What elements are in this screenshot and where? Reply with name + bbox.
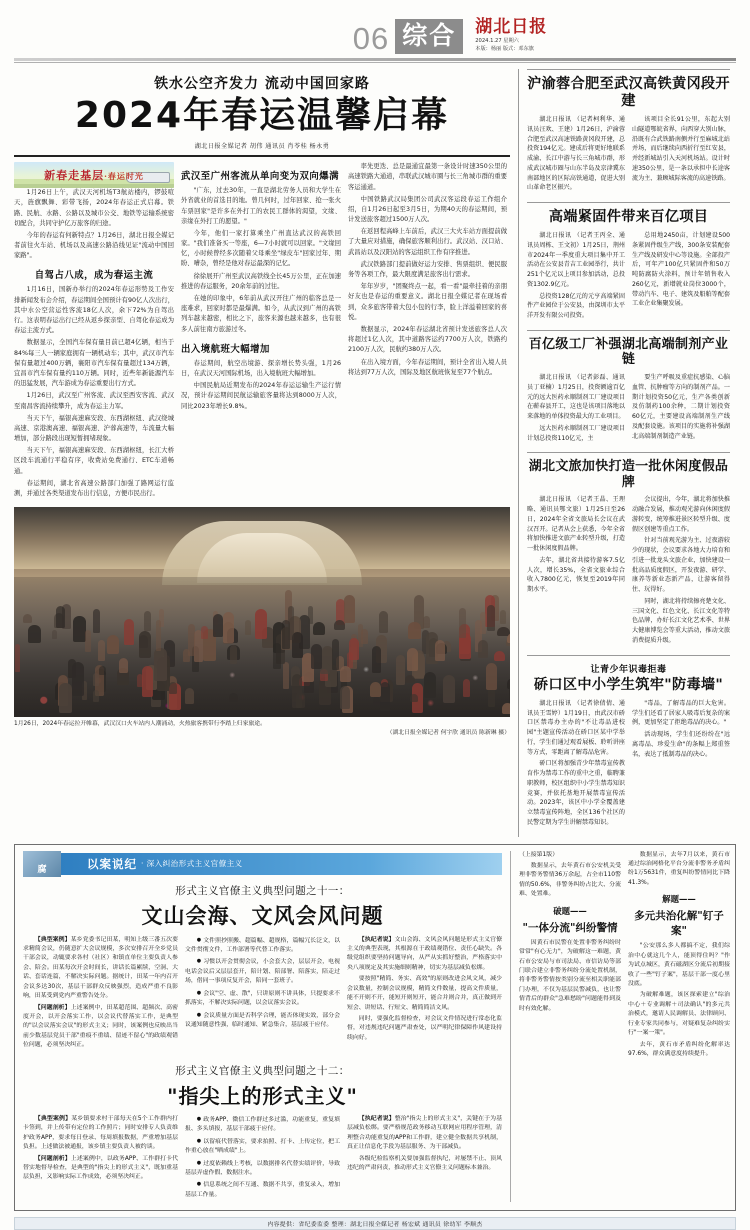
feature-item1-columns [23,936,502,1053]
paragraph: 湖北日报讯 （记者王晶、王理略、通讯员鄂文旅）1月25日至26日，2024年全省文旅局长会议在武汉召开。记者从会上获悉，今年全省将加快推进文旅产业转型升级，打造一批休闲度假品牌。 [527,496,625,553]
rail-article-4 [527,459,730,647]
paragraph: 在出入境方面，今年春运期间，预计全省出入境人员将达到77万人次，国际及地区航班恢复至77个航点。 [348,358,507,376]
bullet-item: ● 信息系统之间不互通、数据不共享，重复录入，增加基层工作量。 [185,1180,340,1200]
feature-footer-credit: 内容提供：省纪委监委 整理：湖北日报全媒记者 杨宏斌 通讯员 徐幼军 李顺杰 [14,1217,736,1230]
rail-column-b [632,495,730,647]
lead-columns [14,162,510,501]
feature-banner-title: 以案说纪 [87,856,137,871]
rail-divider [527,202,730,203]
feature-side-article [510,851,730,1203]
paragraph: 各级纪检监察机关要加强监督执纪，对屡禁不止、顶风违纪的严肃问责，推动形式主义官僚主义问题标本兼治。 [347,1155,502,1171]
brand-date: 2024.1.27 星期六 [475,38,519,45]
rail-article-5 [527,662,730,830]
subhead: 出入境航班大幅增加 [181,343,270,355]
banner-main-text: 新春走基层 [44,169,105,183]
paragraph-text: 某乡党委书记田某，明知上级三番五次要求精简会议，仍随意扩大会议规模，多次安排召开全乡党员干部会议，动辄要求各村（社区）和镇直单位主要负责人参会、陪会。田某每次开会时间长，讲话长篇累牍，空洞、大话、套话连篇，不解决实际问题。据统计，田某一年内召开会议多达30次，基层干部群众反映强烈，造成严重不良影响，田某受到党内严重警告处分。 [23,936,179,1000]
paragraph: 年年岁岁，"团聚终点一起，看一看"最牵挂着的亲朋好友也是春运的重要意义。湖北日报全媒记者在现场看到，众多旅客带着大包小包的行李，脸上洋溢着回家的喜悦。 [348,283,507,321]
paragraph: 会议提出，今年，湖北将加快推动融合发展，推动观光游向休闲度假游转变，统筹推进景区转型升级、度假区创建等重点工作。 [632,496,730,533]
bullet-item: ● 以留痕代替落实，要求拍照、打卡、上传定位，把工作重心放在"晒成绩"上。 [185,1137,340,1157]
banner-sub-text: ·春运时光 [104,171,144,182]
section-subtitle-1: "一体分流"纠纷警情 [522,921,618,934]
photo-people-shapes [14,595,510,715]
subhead: 自驾占八成，成为春运主流 [34,270,154,282]
paragraph: 去年，湖北省共接待游客7.5亿人次，增长35%，全省文旅业综合收入7800亿元，恢复至2019年同期水平。 [527,556,625,594]
paragraph: 数据显示，去年7月以来，黄石市通过综治网格化平台分流非警务矛盾纠纷1万5631件，重复纠纷警情同比下降41.3%。 [628,851,730,886]
feature-banner-subtitle: · 深入纠治形式主义官僚主义 [141,859,243,868]
paragraph-text: 整治"指尖上的形式主义"，关键在于为基层减负松绑。要严格规范政务移动互联网应用程序管理，清理整合功能重复的APP和工作群，建立健全数据共享机制，真正让信息化手段为基层服务、为干部减负。 [347,1115,503,1151]
paragraph: 今年的春运有何新特点？1月26日，湖北日报全媒记者前往火车站、机场以及高速公路沿线见证"流动中国回家路"。 [14,231,174,260]
rail-article-2 [527,209,730,323]
brand-name: 湖北日报 [475,16,548,37]
feature-item1-shoulder: 形式主义官僚主义典型问题之十一： [175,884,350,897]
rail-column-b [632,699,730,830]
paragraph: 数据显示，去年黄石市公安机关受理非警务警情36万余起，占全市110警情的50.6%，非警务纠纷占比大、分流难、处置难。 [519,862,621,898]
rail-columns [527,231,730,323]
paragraph: 在返回程高峰上车前后，武汉三大火车站方面提前做了大量应对措施，确保旅客顺利出行。武汉站、汉口站、武昌站以及汉阳站的客运组织工作有序推进。 [348,228,507,256]
paragraph: 武汉铁路部门提前做好运力安排、售票组织、便民服务等各项工作，最大限度满足旅客出行需求。 [348,260,507,279]
page-body [14,69,736,837]
rail-columns [527,495,730,647]
paragraph: "广东，过去30年，一直是湖北劳务人员和大学生在外省就业的首选目的地。曾几何时，过年回家、抢一张火车票回家"是许多在外打工的农民工群体的渴望，文缘、亲缘在外打工的愿望。" [181,187,341,225]
lead-photo-block [14,507,510,739]
bullet-item: ● 会议质量方面是否科学合理，能否体现实效，部分会议通知随意性强，临时通知、紧急集合，基层疲于应付。 [185,1011,340,1031]
paragraph: 春运期间，湖北省高速公路部门加强了路网运行监测，并通过各类渠道发布出行信息，方便市民出行。 [14,479,174,498]
photo-credit: （湖北日报全媒记者 何宇欣 通讯员 陈新琳 摄） [386,730,510,737]
case-tag: 【问题剖析】 [34,1155,71,1162]
rail-headline: 百亿级工厂补强湖北高端制剂产业链 [528,336,729,368]
lead-headline: 2024年春运温馨启幕 [74,95,450,136]
bullet-item: ● 过度依赖线上考核，以数据排名代替实绩评价，导致基层弄虚作假、数据注水。 [185,1159,340,1179]
rail-shoulder: 让青少年识毒拒毒 [590,664,667,675]
paragraph: 春运期间，航空出境游、探亲增长势头强，1月26日，在武汉天河国际机场，出入境航班大幅增加。 [181,359,341,377]
badge-label: 腐 [37,864,47,875]
station-crowd-photo [14,507,510,717]
lead-column-2 [181,162,341,501]
feature-main [23,851,502,1203]
paragraph-text: 上述案例中，田某超范围、超频次、高密度开会，以开会落实工作，以会议代替落实工作，是典型的"以会议落实会议"的形式主义；同时，该案例也反映出当前少数基层党员干部"重痕不重绩、留迹不留心"的政绩观错位问题，必须坚决纠正。 [23,1004,179,1049]
paragraph: 数据显示，全国汽车保有量目前已超4亿辆，相当于84%每三人一辆家庭拥有一辆机动车；其中，武汉市汽车保有量超过400万辆，襄阳市汽车保有量超过134万辆，宜昌市汽车保有量约110万辆。同时，近些年新能源汽车的迅猛发展，汽车游成为春运重要出行方式。 [14,339,174,388]
feature-item2-headline: "指尖上的形式主义" [167,1083,358,1108]
bullet-item: ● 会议"空、虚、散"，只讲原则不讲具体，只提要求不抓落实，不解决实际问题，以会议落实会议。 [185,989,340,1009]
rail-column-a [527,231,625,323]
paragraph: 在她的印象中，6年前从武汉开往广州的临客总是一座难求，回家时都是最爆满。如今，从武汉到广州的高铁列车越来越密，相比之下，旅客来源也越来越多，也有很多人前往南方旅游过冬。 [181,295,341,333]
lead-story-block [14,69,510,837]
rail-column-a [527,495,625,647]
bullet-item: ● 文件照抄照搬、超篇幅、超规格，篇幅冗长泛文，以文件贯彻文件，工作部署等代替工作落实。 [185,936,340,956]
paragraph: 远大医药永顺制剂工厂建设项目计划总投资110亿元，主 [527,424,625,442]
paragraph: 徐徐展开广州至武汉高铁线全长45万公里，正在加速推进的春运服务，20余年前的过往。 [181,272,341,290]
paragraph: 要按照"精简、务实、高效"的原则改进会风文风，减少会议数量，控制会议规模，精简文件数量，提高文件质量，能不开则不开，能短开则短开，能合并则合并，真正做到开短会、讲短话、行短文、精简简洁文风。 [347,976,502,1011]
rail-article-3 [527,337,730,445]
rail-top-rule [527,69,730,70]
folio-number: 06 [352,21,390,56]
paragraph: 硚口区将加强青少年禁毒宣传教育作为禁毒工作的重中之重，临聘兼职教师，校区组织中小学生禁毒知识竞赛，并依托基地开展禁毒宣传活动。2023年，该区中小学全覆盖建立禁毒宣传阵地，全区136个社区的民警定期为学生讲解禁毒知识。 [527,760,625,826]
paragraph-text: 上述案例中，以政务APP、工作群打卡代替实地督导检查，是典型的"指尖上的形式主义"，既加重基层负担，又影响实际工作成效，必须坚决纠正。 [23,1155,179,1181]
paragraph: 当天下午，福银高速麻安段、东西湖枢纽，长江大桥区段车流通行平稳有序，收费站免费通行、ETC车道畅通。 [14,447,174,475]
paragraph: 湖北日报讯 （记者彭磊、通讯员丁亚楠）1月25日，投资额逾百亿元的远大医药永顺制剂工厂建设项目在蕲春县开工，这也是该项目落地以来落地的单体投资最大的工业项目。 [527,374,625,421]
continuation-note: （上接第1版） [519,851,559,858]
feature-banner-bar [61,853,502,875]
rail-column-b [632,231,730,323]
paragraph: 湖北日报讯 （记者徐倩倩、通讯员王雪婷）1月19日，由武汉市硚口区禁毒办主办的"不让毒品进校园"主题宣传活动在硚口区某中学举行，学生们通过观看展板、聆听讲座等方式，零距离了解毒品危害。 [527,699,625,756]
feature-column-1 [23,1115,178,1203]
rail-divider [527,655,730,656]
right-rail [518,69,730,837]
rail-headline: 沪渝蓉合肥至武汉高铁黄冈段开建 [527,76,730,110]
section-subtitle-2: 多元共治化解"钉子案" [634,910,724,938]
section-mark-1: 破题—— [553,905,587,916]
masthead [14,8,736,54]
feature-column-2 [185,1115,340,1203]
feature-side-column-a [519,851,621,1062]
paragraph: 今年，他们一家打算乘坐广州直达武汉的高铁回家。"我们准备买一等座，6—7小时就可以回家。"文缘回忆，小时候曾经多次随着父母乘坐"绿皮车"回家过年、期盼、嘈杂，曾经是他对春运最深的记忆。 [181,229,341,268]
photo-caption [14,720,510,739]
case-tag: 【执纪者说】 [358,1115,395,1122]
masthead-rule [14,58,736,61]
bullet-item: ● 习惯以开会贯彻会议，小会套大会，层层开会，电视电话会议后又层层套开，陪计划、陪部署、陪落实，陪走过场，借同一事项反复开会，陪同一套班子。 [185,957,340,986]
feature-column-1 [23,936,178,1053]
paragraph: 1月26日上午，武汉天河机场T3航站楼内，锣鼓喧天，旌旗飘舞、彩带飞扬，2024年春运正式启幕。铁路、民航、水路、公路以及城市公交、地铁等运输系统密切配合，共同守护亿万旅客的归途。 [14,189,174,227]
feature-column-3 [347,936,502,1053]
paragraph: 因黄石市民警在处置非警务纠纷时常常"有心无力"，为破解这一难题，黄石市公安局与市司法局、市信访局等部门联合建立非警务纠纷分流处置机制，将非警务警情按类别分流至相关职能部门办理，不仅为基层民警减负，也让警情背后的群众"急难愁盼"问题能得到及时有效化解。 [519,939,621,1012]
folio-category: 综合 [395,19,463,54]
feature-item2-columns [23,1115,502,1203]
banner-text [44,167,144,183]
paragraph-text: 文山会海、文风会风问题是形式主义官僚主义的典型表现，其根源在于政绩观错位、责任心缺失。各级党组织要坚持问题导向，从严从实抓好整治，严格落实中央八项规定及其实施细则精神，切实为基层减负松绑。 [347,936,503,971]
feature-column-2 [185,936,340,1053]
xinchun-banner [14,162,174,188]
rail-headline: 高端紧固件带来百亿项目 [548,209,709,226]
paragraph [347,1115,502,1153]
case-tag: 【典型案例】 [34,936,71,943]
photo-caption-text: 1月26日，2024年春运拉开帷幕，武汉汉口火车站内人潮涌动，火热旅客携带行李踏上归家旅途。 [14,721,266,728]
paragraph: 中国民航局近期发布的2024年春运运输生产运行情况，预计春运期间民航运输旅客量将达到8000万人次，同比2023年增长9.8%。 [181,382,341,410]
paragraph: "毒品，了解毒品的巨大危害。学生们还看了居家人吸毒后复杂的案例，更加坚定了拒绝毒品的决心。" [632,699,730,727]
rail-column-b [632,115,730,195]
paragraph [347,936,502,974]
lead-divider [14,155,510,157]
feature-banner [23,851,502,877]
case-tag: 【执纪者说】 [358,936,395,943]
subhead: 武汉至广州客流从单向变为双向爆满 [181,171,340,183]
feature-box [14,844,736,1212]
feature-column-3 [347,1115,502,1203]
paragraph: 1月26日，武汉至广州客流、武汉至西安客流、武汉至南昌客流持续攀升，成为春运主力军。 [14,392,174,410]
case-tag: 【典型案例】 [34,1115,72,1122]
paragraph: 针对当前观光游为主、过夜游较少的现状，会议要求各地大力培育和引进一批龙头文旅企业，加快建设一批高品质度假区，开发夜游、研学、康养等新业态新产品，让游客留得住、玩得好。 [632,537,730,594]
paragraph: 活动现场，学生们还纷纷在"远离毒品、珍爱生命"的条幅上郑重签名，表达了抵制毒品的决心。 [632,731,730,758]
paragraph: 去年，黄石市矛盾纠纷化解率达97.6%，群众满意度持续提升。 [628,1041,730,1058]
paragraph: 湖北日报讯 （记者柯利华、通讯员汪欢、王建）1月26日，沪渝蓉合肥至武汉高速铁路黄冈段开建，总投资194亿元。建成后将更好地联系成渝、长江中游与长三角城市群，形成武汉城市圈与山东半岛及京津冀东南部地区的区际高铁通道，促进大别山革命老区振兴。 [527,116,625,192]
feature-item1-headline: 文山会海、文风会风问题 [141,902,384,928]
lead-column-1 [14,162,174,501]
paragraph [23,1004,178,1051]
paragraph: 数据显示，2024年春运湖北省预计发送旅客总人次将超过1亿人次，其中道路客运约7700万人次，铁路约2100万人次，民航约380万人次。 [348,325,507,354]
rail-columns [527,115,730,195]
paragraph: 1月16日，国新办举行的2024年春运形势及工作安排新闻发布会介绍，春运期间全国预计有90亿人次出行，其中水公空营运性客流18亿人次，余下72%为自驾出行。这表明春运出行已经从返乡探亲型、自驾化春运成为春运主流方式。 [14,286,174,335]
brand-credit: 本版：杨丽 版式：邓东旗 [475,46,534,53]
rail-divider [527,452,730,453]
anti-corruption-badge-icon [23,851,61,877]
paragraph: 要生产呼吸及重症抗感染、心脑血管、抗肿瘤等方向的制剂产品。一期计划投资50亿元，生产各类创新及仿制药100余种，二期计划投资60亿元，主要建设高端制剂生产线及配套设施。该项目的实施将补强湖北高端制剂制造产业链。 [632,374,730,440]
rail-article-1 [527,76,730,195]
paragraph: 当天下午，福银高速麻安段、东西湖枢纽、武汉绕城高速、京港澳高速、福银高速、沪蓉高速等，车流量大幅增加，部分路段出现短暂拥堵现象。 [14,414,174,443]
paragraph: 同时，要强化监督检查，对会议文件情况进行常态化监督，对违规违纪问题严肃查处，以严明纪律保障作风建设持续向好。 [347,1016,502,1041]
paragraph: 该项目全长91公里，东起大别山隧道鄂皖省界，向西穿大别山脉，沿既有合武铁路南侧并行至麻城北站并场，而后继续向西折行至红安县，并经新城站引入天河机场站。设计时速350公里，是一条以承担中长途客流为主、兼顾城际客流的高速铁路。 [632,116,730,182]
paragraph: 为破解难题，该区探索建立"综治中心＋专业调解＋司法确认"的多元共治模式，邀请人民调解员、法律顾问、行业专家共同参与，对疑难复杂纠纷实行"一案一策"。 [628,992,730,1037]
rail-column-a [527,373,625,445]
paragraph [23,1115,178,1153]
case-tag: 【问题剖析】 [34,1004,71,1011]
rail-columns [527,699,730,830]
rail-headline: 硚口区中小学生筑牢"防毒墙" [533,676,724,693]
lead-column-3 [348,162,507,501]
section-mark-2: 解题—— [662,894,696,905]
rail-column-a [527,699,625,830]
rail-divider [527,330,730,331]
rail-column-b [632,373,730,445]
paragraph: 中国铁路武汉局集团公司武汉客运段春运工作组介绍，自1月26日起至3月5日，为期40天的春运期间，预计发送旅客超过1500万人次。 [348,195,507,224]
paragraph [23,936,178,1002]
lead-byline: 湖北日报全媒记者 胡伟 通讯员 肖苓桂 杨永勇 [194,143,330,151]
feature-side-columns [519,851,730,1062]
feature-item2-shoulder: 形式主义官僚主义典型问题之十二： [175,1064,350,1077]
rail-column-a [527,115,625,195]
paragraph: 同时，湖北将持续擦亮楚文化、三国文化、红色文化、长江文化等特色品牌，办好长江文化艺术季、世界大健康博览会等重大活动，推动文旅消费提质升级。 [632,597,730,644]
rail-columns [527,373,730,445]
paragraph: 总投资128亿元的元亨高端紧固件产业园位于公安县，由深圳市太平洋开发有限公司投资。 [527,292,625,320]
paragraph: 率先更迭、总是最通宜最第一条设计时速350公里的高速铁路大通道，串联武汉城市圈与长三角城市群的重要客运通道。 [348,163,507,191]
paragraph: 总用地2450亩，计划建设500条紧固件级生产线，300条安装配套生产线及研发中心等设施。全部投产后，可年产100亿只紧固件和50万吨防腐防火涂料，预计年销售收入260亿元，新增就业岗位3000个，带动汽车、电子、建筑及船舶等配套工业企业集聚发展。 [632,232,730,308]
rail-headline: 湖北文旅加快打造一批休闲度假品牌 [528,459,729,490]
masthead-rule-thin [14,62,736,63]
brand-block [475,16,548,54]
bullet-item: ● 政务APP、微信工作群过多过滥，功能重复，重复填报、多头填报，基层干部疲于应付。 [185,1115,340,1135]
paragraph: 湖北日报讯 （记者王丙全、通讯员周栋、王文初）1月25日，荆州市2024年一季度重大项目集中开工活动在公安县青吉工业园举行，共计251个亿元以上项目参加活动，总投资1302.9亿元。 [527,232,625,288]
paragraph-text: 某乡镇要求村干部每天在5个工作群内打卡签到，并上传带有定位的工作照片；同时安排专人负责维护政务APP，要求每日登录、每周填报数据，严重增加基层负担。上述做法被通报，该乡镇主要负责人被约谈。 [23,1115,179,1151]
banner-road-shape [14,184,174,188]
paragraph: "公安那么多人都搞不定，我们综治中心就这几个人，能顶得住吗？"作为试点城区，黄石磁湖区分流后初期接收了一些"钉子案"，基层干部一度心里没底。 [628,943,730,987]
lead-shoulder: 铁水公空齐发力 流动中国回家路 [154,76,370,92]
paragraph [23,1155,178,1183]
feature-side-column-b [628,851,730,1062]
